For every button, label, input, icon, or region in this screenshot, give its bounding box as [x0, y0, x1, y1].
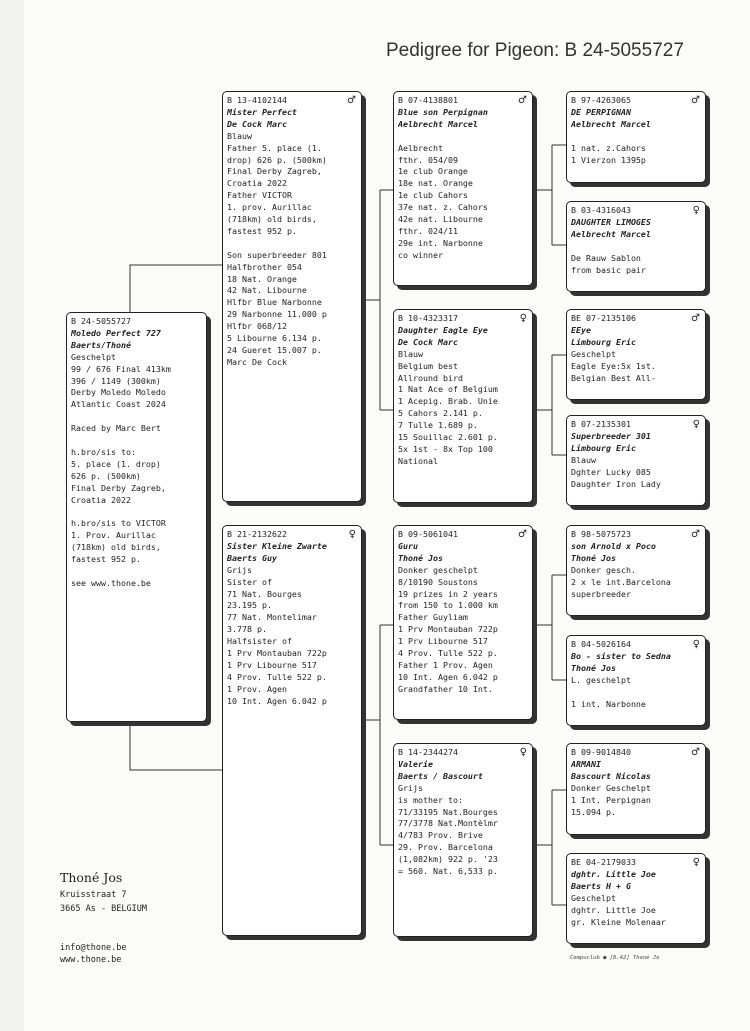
pedigree-line: 10 Int. Agen 6.042 p: [227, 695, 327, 706]
pedigree-line: fastest 952 p.: [71, 554, 141, 565]
male-icon: ♂: [691, 313, 700, 324]
pigeon-name: Superbreeder 301: [571, 430, 651, 441]
pedigree-line: (718km) old birds,: [227, 214, 317, 225]
pedigree-line: Father 1 Prov. Agen: [398, 659, 493, 670]
pigeon-name: Guru: [398, 540, 418, 551]
ring-number: B 97-4263065: [571, 95, 631, 105]
pigeon-card-sire-dam[interactable]: [393, 309, 533, 503]
address-line: Kruisstraat 7: [60, 890, 127, 900]
pedigree-line: 29. Prov. Barcelona: [398, 842, 493, 853]
ring-header: [398, 529, 527, 541]
pedigree-line: fastest 952 p.: [227, 225, 297, 236]
pedigree-line: 1 Prv Libourne 517: [398, 636, 488, 647]
pedigree-line: 15 Souillac 2.601 p.: [398, 432, 498, 443]
owner-name: Thoné Jos: [60, 870, 123, 885]
pigeon-name: Bo - sister to Sedna: [571, 650, 671, 661]
pedigree-line: Sister of: [227, 576, 272, 587]
pedigree-line: 8/10190 Soustons: [398, 576, 478, 587]
pedigree-line: 19 prizes in 2 years: [398, 588, 498, 599]
pedigree-line: superbreeder: [571, 588, 631, 599]
female-icon: ♀: [692, 419, 700, 430]
spacer: [571, 687, 700, 699]
website-link[interactable]: www.thone.be: [60, 955, 122, 965]
pedigree-line: 5x 1st - 8x Top 100: [398, 443, 493, 454]
pigeon-card-dam-dam-sire[interactable]: [566, 743, 706, 835]
pedigree-line: Atlantic Coast 2024: [71, 399, 166, 410]
spacer: [571, 131, 700, 143]
page-title: Pedigree for Pigeon: B 24-5055727: [386, 40, 684, 61]
pedigree-line: De Rauw Sablon: [571, 252, 641, 263]
pedigree-line: 1 Nat Ace of Belgium: [398, 384, 498, 395]
ring-number: BE 04-2179033: [571, 857, 636, 867]
pedigree-line: 3.778 p.: [227, 624, 267, 635]
owner-address: [60, 888, 147, 916]
pedigree-line: 1. prov. Aurillac: [227, 202, 312, 213]
pedigree-line: Halfbrother 054: [227, 261, 302, 272]
pedigree-line: Blauw: [227, 130, 252, 141]
pedigree-line: Daughter Iron Lady: [571, 478, 661, 489]
pedigree-line: is mother to:: [398, 794, 463, 805]
pigeon-card-sire-dam-sire[interactable]: [566, 309, 706, 400]
pedigree-line: 4 Prov. Tulle 522 p.: [227, 671, 327, 682]
pedigree-line: drop) 626 p. (500km): [227, 154, 327, 165]
pedigree-line: 42e nat. Libourne: [398, 214, 483, 225]
ring-header: [571, 95, 700, 107]
pedigree-line: 1 nat. z.Cahors: [571, 142, 646, 153]
pigeon-card-dam-dam-dam[interactable]: [566, 853, 706, 944]
footer-credit: Compuclub ● [8.42] Thoné Jo: [570, 955, 660, 961]
pedigree-line: gr. Kleine Molenaar: [571, 916, 666, 927]
pedigree-line: Hlfbr 068/12: [227, 321, 287, 332]
breeder-name: Baerts H + G: [571, 880, 631, 891]
pigeon-card-sire-sire-dam[interactable]: [566, 201, 706, 292]
ring-header: [71, 316, 201, 328]
pedigree-line: see www.thone.be: [71, 577, 151, 588]
pedigree-line: Marc De Cock: [227, 356, 287, 367]
spacer: [71, 566, 201, 578]
pedigree-line: 29e int. Narbonne: [398, 237, 483, 248]
pigeon-card-sire[interactable]: [222, 91, 362, 502]
pedigree-line: 71/33195 Nat.Bourges: [398, 806, 498, 817]
pedigree-line: fthr. 024/11: [398, 225, 458, 236]
spacer: [71, 435, 201, 447]
ring-number: B 14-2344274: [398, 747, 458, 757]
pigeon-card-sire-sire-sire[interactable]: [566, 91, 706, 183]
pigeon-name: EEye: [571, 324, 591, 335]
pedigree-line: (1,082km) 922 p. '23: [398, 854, 498, 865]
pedigree-line: Dghter Lucky 085: [571, 466, 651, 477]
pigeon-name: Mister Perfect: [227, 106, 297, 117]
pedigree-line: Derby Moledo Moledo: [71, 387, 166, 398]
pigeon-card-sire-sire[interactable]: [393, 91, 533, 286]
pedigree-line: 1. Prov. Aurillac: [71, 530, 156, 541]
pedigree-line: from basic pair: [571, 264, 646, 275]
breeder-name: Baerts / Bascourt: [398, 770, 483, 781]
pedigree-line: Grijs: [398, 782, 423, 793]
pedigree-line: fthr. 054/09: [398, 154, 458, 165]
pedigree-line: 99 / 676 Final 413km: [71, 363, 171, 374]
pedigree-line: 5. place (1. drop): [71, 458, 161, 469]
pedigree-line: Aelbrecht: [398, 142, 443, 153]
pedigree-line: 10 Int. Agen 6.042 p: [398, 671, 498, 682]
pigeon-name: dghtr. Little Joe: [571, 868, 656, 879]
pedigree-line: 1e club Cahors: [398, 190, 468, 201]
pedigree-line: Final Derby Zagreb,: [227, 166, 322, 177]
pedigree-line: 15.094 p.: [571, 806, 616, 817]
ring-number: B 24-5055727: [71, 316, 131, 326]
pedigree-line: 1 Prv Libourne 517: [227, 659, 317, 670]
ring-header: [571, 313, 700, 325]
spacer: [398, 131, 527, 143]
pedigree-line: National: [398, 455, 438, 466]
pedigree-line: Hlfbr Blue Narbonne: [227, 297, 322, 308]
pedigree-line: Blauw: [571, 454, 596, 465]
pigeon-name: Sister Kleine Zwarte: [227, 540, 327, 551]
female-icon: ♀: [692, 857, 700, 868]
breeder-name: Thoné Jos: [571, 662, 616, 673]
breeder-name: Thoné Jos: [571, 552, 616, 563]
spacer: [571, 241, 700, 253]
pedigree-line: 7 Tulle 1.689 p.: [398, 420, 478, 431]
ring-number: B 07-2135301: [571, 419, 631, 429]
ring-number: BE 07-2135106: [571, 313, 636, 323]
breeder-name: Limbourg Eric: [571, 336, 636, 347]
pedigree-line: 4 Prov. Tulle 522 p.: [398, 648, 498, 659]
pedigree-line: Eagle Eye:5x 1st.: [571, 360, 656, 371]
male-icon: ♂: [691, 747, 700, 758]
pedigree-line: Donker gesch.: [571, 564, 636, 575]
pedigree-line: 4/783 Prov. Brive: [398, 830, 483, 841]
pedigree-line: 18e nat. Orange: [398, 178, 473, 189]
breeder-name: Baerts Guy: [227, 552, 277, 563]
pedigree-line: 1 int. Narbonne: [571, 698, 646, 709]
male-icon: ♂: [518, 529, 527, 540]
ring-header: [571, 205, 700, 217]
pedigree-line: Geschelpt: [571, 892, 616, 903]
pedigree-line: from 150 to 1.000 km: [398, 600, 498, 611]
pedigree-line: Belgium best: [398, 360, 458, 371]
pigeon-card-dam-sire[interactable]: [393, 525, 533, 720]
pedigree-line: 77/3778 Nat.Montèlmr: [398, 818, 498, 829]
pigeon-card-main[interactable]: [66, 312, 207, 722]
ring-header: [571, 529, 700, 541]
pedigree-line: h.bro/sis to VICTOR: [71, 518, 166, 529]
breeder-name: Bascourt Nicolas: [571, 770, 651, 781]
pedigree-line: 1 Prov. Agen: [227, 683, 287, 694]
ring-header: [571, 747, 700, 759]
pedigree-line: Donker geschelpt: [398, 564, 478, 575]
pedigree-line: Final Derby Zagreb,: [71, 482, 166, 493]
address-line: 3665 As - BELGIUM: [60, 904, 147, 914]
pigeon-name: Valerie: [398, 758, 433, 769]
pigeon-name: Blue son Perpignan: [398, 106, 488, 117]
ring-header: [398, 313, 527, 325]
pedigree-line: 77 Nat. Montelimar: [227, 612, 317, 623]
pedigree-line: 626 p. (500km): [71, 470, 141, 481]
pedigree-line: Halfsister of: [227, 636, 292, 647]
ring-number: B 04-5026164: [571, 639, 631, 649]
pedigree-line: 42 Nat. Libourne: [227, 285, 307, 296]
pedigree-line: Croatia 2022: [71, 494, 131, 505]
pedigree-line: 396 / 1149 (300km): [71, 375, 161, 386]
ring-number: B 10-4323317: [398, 313, 458, 323]
pigeon-name: DAUGHTER LIMOGES: [571, 216, 651, 227]
pedigree-line: 29 Narbonne 11.000 p: [227, 309, 327, 320]
breeder-name: Thoné Jos: [398, 552, 443, 563]
female-icon: ♀: [348, 529, 356, 540]
pigeon-card-dam-dam[interactable]: [393, 743, 533, 937]
spacer: [71, 506, 201, 518]
pedigree-line: 2 x le int.Barcelona: [571, 576, 671, 587]
email-link[interactable]: info@thone.be: [60, 943, 127, 953]
breeder-name: De Cock Marc: [227, 118, 287, 129]
ring-number: B 09-9014840: [571, 747, 631, 757]
pedigree-line: Father VICTOR: [227, 190, 292, 201]
pedigree-line: Belgian Best All-: [571, 372, 656, 383]
ring-header: [398, 95, 527, 107]
pedigree-line: co winner: [398, 249, 443, 260]
breeder-name: Baerts/Thoné: [71, 339, 131, 350]
ring-number: B 13-4102144: [227, 95, 287, 105]
spacer: [71, 411, 201, 423]
ring-header: [227, 95, 356, 107]
ring-header: [227, 529, 356, 541]
pigeon-card-dam-sire-sire[interactable]: [566, 525, 706, 616]
spacer: [227, 238, 356, 250]
pedigree-line: 1 Int. Perpignan: [571, 794, 651, 805]
ring-header: [398, 747, 527, 759]
pedigree-line: Son superbreeder 801: [227, 249, 327, 260]
ring-header: [571, 857, 700, 869]
pedigree-line: 1 Prv Montauban 722p: [398, 624, 498, 635]
pedigree-line: Geschelpt: [71, 351, 116, 362]
pedigree-line: 1 Acepig. Brab. Unie: [398, 396, 498, 407]
female-icon: ♀: [519, 313, 527, 324]
male-icon: ♂: [691, 95, 700, 106]
pedigree-line: Allround bird: [398, 372, 463, 383]
pedigree-line: 5 Libourne 6.134 p.: [227, 333, 322, 344]
pigeon-name: ARMANI: [571, 758, 601, 769]
pedigree-line: 1 Vierzon 1395p: [571, 154, 646, 165]
breeder-name: De Cock Marc: [398, 336, 458, 347]
pedigree-line: Geschelpt: [571, 348, 616, 359]
breeder-name: Aelbrecht Marcel: [398, 118, 478, 129]
pigeon-name: Daughter Eagle Eye: [398, 324, 488, 335]
pedigree-line: L. geschelpt: [571, 674, 631, 685]
ring-header: [571, 419, 700, 431]
male-icon: ♂: [691, 529, 700, 540]
pigeon-card-dam[interactable]: [222, 525, 362, 936]
pedigree-line: Father Guyliam: [398, 612, 468, 623]
pedigree-line: Grandfather 10 Int.: [398, 683, 493, 694]
ring-number: B 98-5075723: [571, 529, 631, 539]
pedigree-line: h.bro/sis to:: [71, 446, 136, 457]
breeder-name: Aelbrecht Marcel: [571, 118, 651, 129]
pedigree-line: 5 Cahors 2.141 p.: [398, 408, 483, 419]
ring-header: [571, 639, 700, 651]
female-icon: ♀: [692, 639, 700, 650]
pedigree-line: Donker Geschelpt: [571, 782, 651, 793]
pigeon-name: Moledo Perfect 727: [71, 327, 161, 338]
owner-contact: [60, 942, 127, 966]
pigeon-name: DE PERPIGNAN: [571, 106, 631, 117]
pigeon-card-dam-sire-dam[interactable]: [566, 635, 706, 726]
female-icon: ♀: [519, 747, 527, 758]
male-icon: ♂: [518, 95, 527, 106]
pedigree-line: (718km) old birds,: [71, 542, 161, 553]
pedigree-line: 71 Nat. Bourges: [227, 588, 302, 599]
pigeon-card-sire-dam-dam[interactable]: [566, 415, 706, 506]
ring-number: B 21-2132622: [227, 529, 287, 539]
pedigree-line: 18 Nat. Orange: [227, 273, 297, 284]
pedigree-line: Raced by Marc Bert: [71, 423, 161, 434]
pedigree-line: Croatia 2022: [227, 178, 287, 189]
pedigree-line: dghtr. Little Joe: [571, 904, 656, 915]
ring-number: B 09-5061041: [398, 529, 458, 539]
pedigree-line: Blauw: [398, 348, 423, 359]
pedigree-line: Father 5. place (1.: [227, 142, 322, 153]
breeder-name: Aelbrecht Marcel: [571, 228, 651, 239]
male-icon: ♂: [347, 95, 356, 106]
pedigree-line: 1 Prv Montauban 722p: [227, 648, 327, 659]
pedigree-line: Grijs: [227, 564, 252, 575]
pedigree-line: 1e club Orange: [398, 166, 468, 177]
ring-number: B 03-4316043: [571, 205, 631, 215]
ring-number: B 07-4138801: [398, 95, 458, 105]
pedigree-line: 24 Gueret 15.007 p.: [227, 345, 322, 356]
pigeon-name: son Arnold x Poco: [571, 540, 656, 551]
pedigree-line: 37e nat. z. Cahors: [398, 202, 488, 213]
pedigree-line: = 560. Nat. 6,533 p.: [398, 866, 498, 877]
female-icon: ♀: [692, 205, 700, 216]
breeder-name: Limbourg Eric: [571, 442, 636, 453]
pedigree-line: 23.195 p.: [227, 600, 272, 611]
